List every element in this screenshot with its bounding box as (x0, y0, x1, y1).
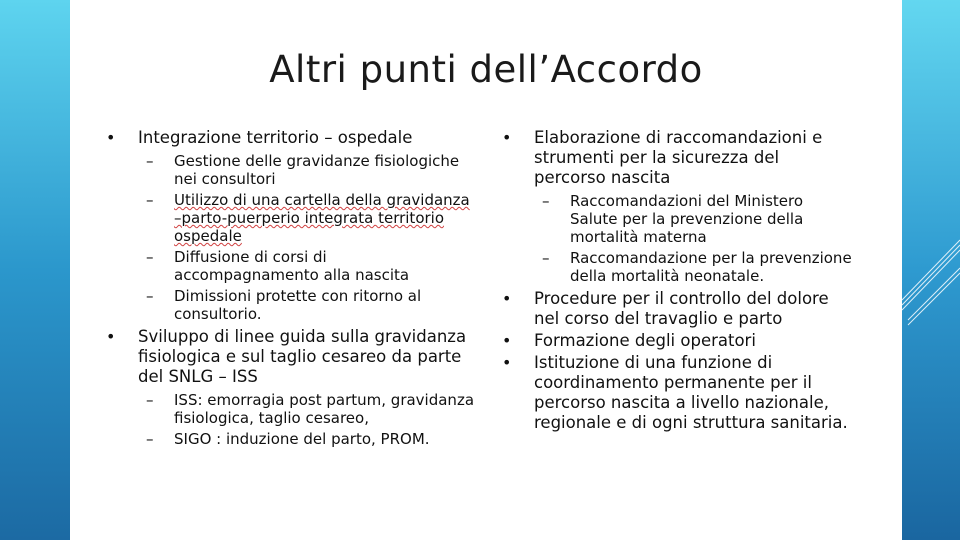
sub-bullet: – ISS: emorragia post partum, gravidanza fisiologica, taglio cesareo, (138, 391, 476, 427)
bullet-text: Elaborazione di raccomandazioni e strumenti per la sicurezza del percorso nascita (534, 128, 823, 187)
sub-bullet: – Dimissioni protette con ritorno al consultorio. (138, 287, 476, 323)
slide-canvas (70, 0, 902, 540)
bullet-istituzione: • Istituzione di una funzione di coordinamento permanente per il percorso nascita a livello nazionale, regionale e di ogni struttura sanitaria. (502, 353, 852, 433)
sub-bullet: – Diffusione di corsi di accompagnamento alla nascita (138, 248, 476, 284)
sub-bullet: – Raccomandazione per la prevenzione della mortalità neonatale. (534, 249, 852, 285)
bullet-raccomandazioni (502, 128, 852, 285)
sub-bullet: – Gestione delle gravidanze fisiologiche nei consultori (138, 152, 476, 188)
left-bullet-list (106, 128, 476, 448)
right-column (502, 128, 852, 435)
sub-bullet-text: Utilizzo di una cartella della gravidanza –parto-puerperio integrata territorio ospedale (174, 191, 470, 245)
sub-bullet: – SIGO : induzione del parto, PROM. (138, 430, 476, 448)
sub-list (138, 391, 476, 448)
bullet-formazione: • Formazione degli operatori (502, 331, 852, 351)
right-bullet-list (502, 128, 852, 433)
bullet-procedure: • Procedure per il controllo del dolore nel corso del travaglio e parto (502, 289, 852, 329)
slide-title: Altri punti dell’Accordo (269, 48, 703, 91)
decorative-lines-icon (900, 220, 960, 330)
bullet-text: Integrazione territorio – ospedale (138, 128, 413, 147)
sub-list (138, 152, 476, 323)
sub-list (534, 192, 852, 285)
bullet-text: Sviluppo di linee guida sulla gravidanza fisiologica e sul taglio cesareo da parte del SNLG – ISS (138, 327, 467, 386)
left-column (106, 128, 476, 452)
bullet-linee-guida (106, 327, 476, 448)
sub-bullet (138, 191, 476, 245)
left-frame-band (0, 0, 70, 540)
sub-bullet: – Raccomandazioni del Ministero Salute per la prevenzione della mortalità materna (534, 192, 852, 246)
bullet-integrazione (106, 128, 476, 323)
